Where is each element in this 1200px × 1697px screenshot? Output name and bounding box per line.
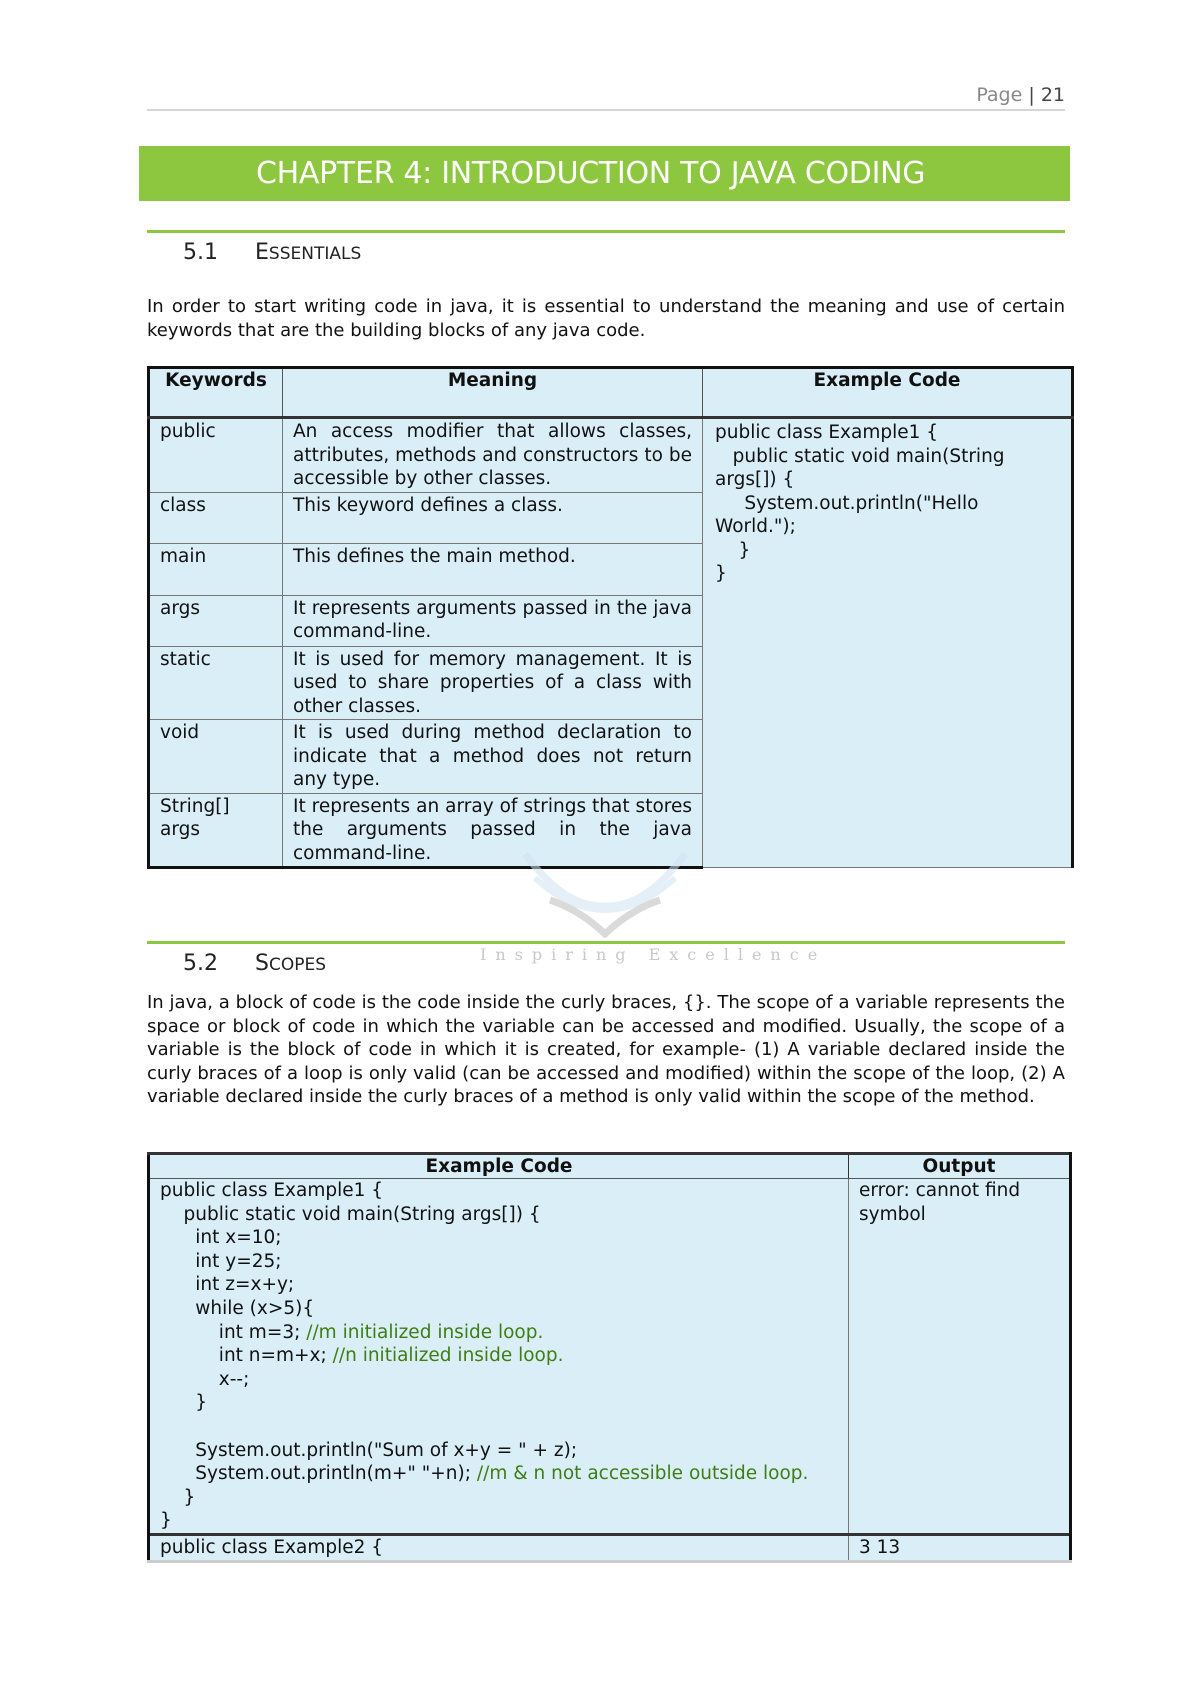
chapter-banner [139,146,1070,201]
code-text [160,1416,166,1437]
code-line: } [715,539,751,561]
code-text: int m=3; [160,1321,307,1343]
section-divider [147,230,1065,233]
keyword-cell: public [149,418,283,493]
code-line [160,1203,838,1227]
table-row [149,418,1073,493]
code-line [160,1321,838,1345]
section-title-rest: COPES [268,955,327,975]
keyword-cell: args [149,595,283,646]
page-number: 21 [1040,84,1065,106]
code-line: } [715,563,727,584]
code-text: int x=10; [160,1227,282,1249]
column-header: Example Code [703,368,1073,418]
column-header: Example Code [149,1154,849,1179]
page-header [147,84,1065,108]
code-line [160,1439,838,1463]
scope-example-table [147,1152,1072,1563]
keyword-cell: String[] args [149,793,283,868]
table-header-row [149,368,1073,418]
table-row [149,1534,1071,1561]
output-cell: error: cannot find symbol [849,1179,1071,1535]
code-text: } [160,1392,208,1414]
code-text: int z=x+y; [160,1274,295,1296]
code-text: System.out.println(m+" "+n); [160,1463,477,1485]
code-line [160,1368,838,1392]
code-line [160,1273,838,1297]
example-code-cell [149,1534,849,1561]
code-text: public class Example1 { [160,1180,384,1201]
code-line [160,1509,838,1533]
meaning-cell: It represents an array of strings that stores the arguments passed in the java command-line. [283,793,703,868]
code-line [160,1415,838,1439]
section-number: 5.2 [183,951,218,976]
keyword-cell: void [149,720,283,794]
page-label: Page [976,84,1023,106]
section-heading-essentials [183,240,361,265]
output-cell: 3 13 [849,1534,1071,1561]
table-header-row [149,1154,1071,1179]
section-heading-scopes [183,951,326,976]
code-text: public static void main(String args[]) { [160,1203,541,1225]
meaning-cell: It represents arguments passed in the java command-line. [283,595,703,646]
code-line: public static void main(String [715,445,1005,467]
keywords-table [147,366,1074,869]
code-line [160,1250,838,1274]
column-header: Meaning [283,368,703,418]
column-header: Keywords [149,368,283,418]
code-line [160,1226,838,1250]
code-line [160,1297,838,1321]
code-line: public class Example1 { [715,422,939,443]
code-text: int n=m+x; [160,1345,333,1367]
code-comment: //m initialized inside loop. [306,1321,544,1343]
page-separator: | [1028,84,1035,106]
code-comment: //m & n not accessible outside loop. [476,1463,809,1485]
section-intro-paragraph: In java, a block of code is the code inside the curly braces, {}. The scope of a variable represents the space or block of code in which the variable can be accessed and modified. Usually, the scope of a variable is the block of code in which it is created, for example- (1) A variable declared inside the curly braces of a loop is only valid (can be accessed and modified) within the scope of the loop, (2) A variable declared inside the curly braces of a method is only valid within the scope of the method. [147,992,1065,1108]
meaning-cell: This defines the main method. [283,543,703,595]
code-text: } [160,1486,196,1508]
section-intro-paragraph: In order to start writing code in java, it is essential to understand the meaning and use of certain keywords that are the building blocks of any java code. [147,296,1065,341]
code-line [160,1462,838,1486]
meaning-cell: It is used during method declaration to indicate that a method does not return any type. [283,720,703,794]
code-text: x--; [160,1368,250,1390]
section-title-initial: S [255,951,269,976]
code-line: World."); [715,516,796,537]
code-line: args[]) { [715,469,795,490]
section-number: 5.1 [183,240,218,265]
code-text: while (x>5){ [160,1297,315,1319]
meaning-cell: An access modifier that allows classes, attributes, methods and constructors to be accessible by other classes. [283,418,703,493]
table-row [149,1179,1071,1535]
code-line [160,1391,838,1415]
code-line: System.out.println("Hello [715,492,979,514]
code-text: int y=25; [160,1250,282,1272]
code-comment: //n initialized inside loop. [332,1345,564,1367]
watermark-logo [505,848,705,938]
code-text: } [160,1510,172,1532]
code-line [160,1486,838,1510]
example-code-cell [149,1179,849,1535]
meaning-cell: This keyword defines a class. [283,492,703,543]
code-line: public class Example2 { [160,1536,384,1558]
keyword-cell: static [149,646,283,720]
chapter-title: CHAPTER 4: INTRODUCTION TO JAVA CODING [256,156,926,191]
watermark-text: Inspiring Excellence [480,945,827,964]
code-line [160,1179,838,1203]
column-header: Output [849,1154,1071,1179]
section-divider [147,941,1065,944]
code-line [160,1344,838,1368]
header-divider [147,109,1065,111]
meaning-cell: It is used for memory management. It is used to share properties of a class with other classes. [283,646,703,720]
keyword-cell: main [149,543,283,595]
section-title-rest: SSENTIALS [268,244,362,264]
example-code-cell [703,418,1073,868]
section-title-initial: E [255,240,269,265]
keyword-cell: class [149,492,283,543]
code-text: System.out.println("Sum of x+y = " + z); [160,1439,578,1461]
